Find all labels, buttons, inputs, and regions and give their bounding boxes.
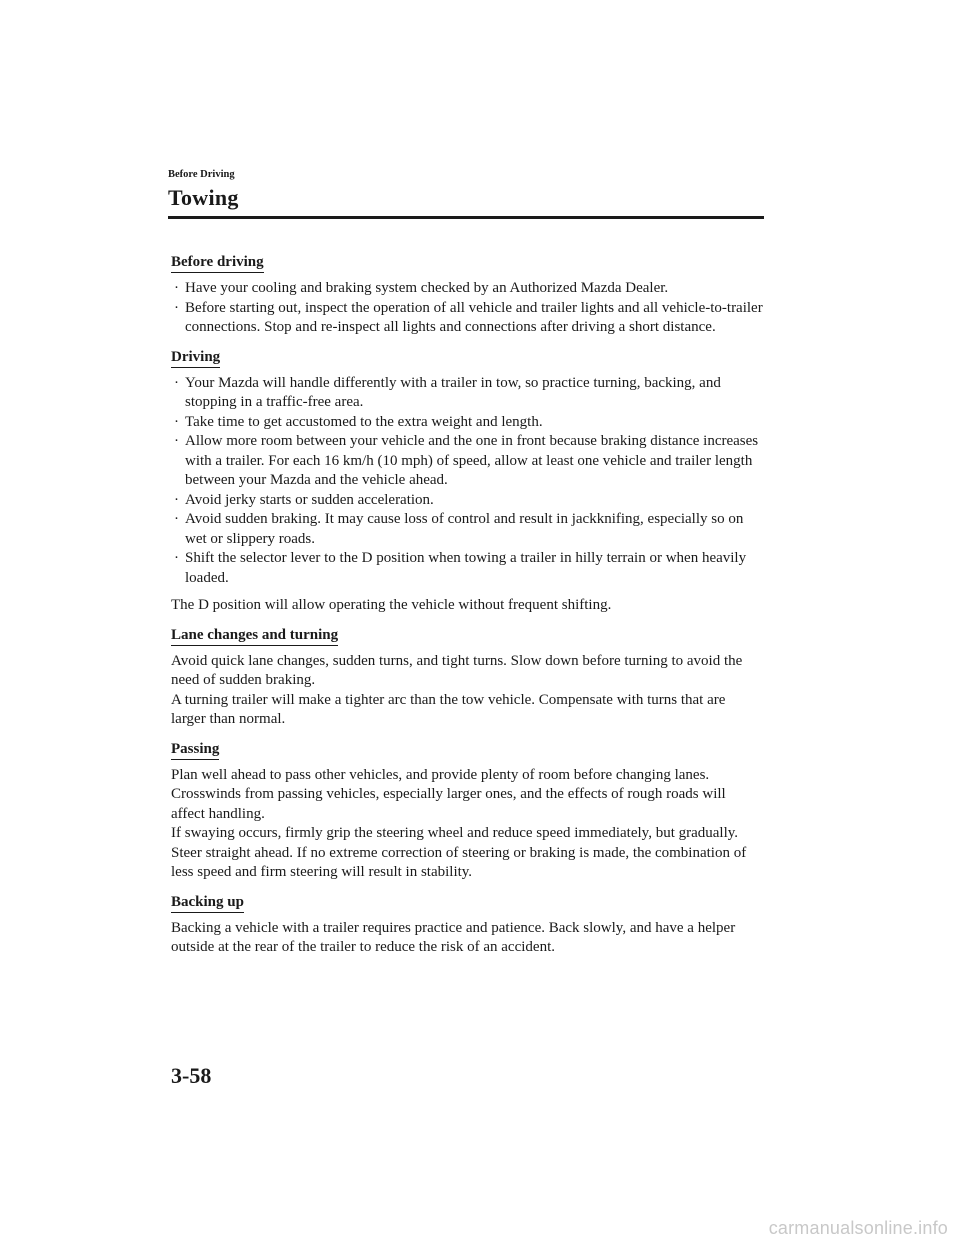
bullet-icon: ·	[174, 374, 179, 391]
list-item	[171, 279, 763, 299]
list-item-text: Allow more room between your vehicle and the one in front because braking distance increases with a trailer. For each 16 km/h (10 mph) of speed, allow at least one vehicle and trailer length between your Mazda and the vehicle ahead.	[185, 433, 759, 488]
bullet-icon: ·	[174, 550, 179, 566]
list-item-text: Shift the selector lever to the D position when towing a trailer in hilly terrain or when heavily loaded.	[185, 550, 747, 586]
subsection-lane-changes	[171, 626, 763, 646]
bullet-list	[171, 279, 763, 338]
body-paragraph: A turning trailer will make a tighter arc than the tow vehicle. Compensate with turns that are larger than normal.	[171, 691, 726, 727]
subsection-passing	[171, 740, 763, 760]
list-item-text: Before starting out, inspect the operation of all vehicle and trailer lights and all vehicle-to-trailer connections. Stop and re-inspect all lights and connections after driving a short distance.	[185, 299, 763, 335]
list-item	[171, 432, 763, 491]
list-item-text: Avoid sudden braking. It may cause loss of control and result in jackknifing, especially so on wet or slippery roads.	[185, 511, 744, 547]
bullet-list	[171, 374, 763, 589]
subsection-heading: Lane changes and turning	[171, 626, 338, 646]
list-item-text: Avoid jerky starts or sudden acceleration.	[185, 491, 434, 508]
section-title: Towing	[168, 185, 239, 210]
list-item-text: Your Mazda will handle differently with a trailer in tow, so practice turning, backing, and stopping in a traffic-free area.	[185, 374, 721, 410]
subsection-heading: Passing	[171, 740, 219, 760]
subsection-backing-up	[171, 893, 763, 913]
subsection-before-driving	[171, 253, 763, 273]
subsection-heading: Backing up	[171, 893, 244, 913]
list-item	[171, 491, 763, 511]
chapter-label: Before Driving	[168, 169, 235, 180]
subsection-driving	[171, 348, 763, 368]
title-divider	[168, 216, 764, 219]
page-number: 3-58	[171, 1063, 212, 1088]
manual-page	[168, 168, 763, 958]
watermark-text: carmanualsonline.info	[768, 1218, 948, 1238]
body-paragraph: Backing a vehicle with a trailer requires practice and patience. Back slowly, and have a helper outside at the rear of the trailer to reduce the risk of an accident.	[171, 919, 736, 955]
bullet-icon: ·	[174, 280, 179, 296]
page-content	[171, 253, 763, 958]
body-paragraph: If swaying occurs, firmly grip the steering wheel and reduce speed immediately, but gradually.	[171, 825, 739, 841]
body-paragraph: Steer straight ahead. If no extreme correction of steering or braking is made, the combination of less speed and firm steering will result in stability.	[171, 844, 747, 880]
list-item-text: Take time to get accustomed to the extra weight and length.	[185, 413, 543, 430]
body-paragraph: Plan well ahead to pass other vehicles, and provide plenty of room before changing lanes. Crosswinds from passing vehicles, especially larger ones, and the effects of rough roads will affect handling.	[171, 766, 726, 822]
bullet-icon: ·	[174, 433, 179, 449]
body-paragraph: The D position will allow operating the vehicle without frequent shifting.	[171, 597, 612, 613]
bullet-icon: ·	[174, 511, 179, 527]
subsection-heading: Driving	[171, 348, 220, 368]
list-item-text: Have your cooling and braking system checked by an Authorized Mazda Dealer.	[185, 280, 669, 296]
bullet-icon: ·	[174, 491, 179, 508]
list-item	[171, 549, 763, 588]
bullet-icon: ·	[174, 299, 179, 316]
list-item	[171, 510, 763, 549]
body-paragraph: Avoid quick lane changes, sudden turns, and tight turns. Slow down before turning to avoid the need of sudden braking.	[171, 652, 743, 688]
subsection-heading: Before driving	[171, 253, 264, 273]
list-item	[171, 413, 763, 433]
bullet-icon: ·	[174, 413, 179, 430]
list-item	[171, 299, 763, 338]
list-item	[171, 374, 763, 413]
